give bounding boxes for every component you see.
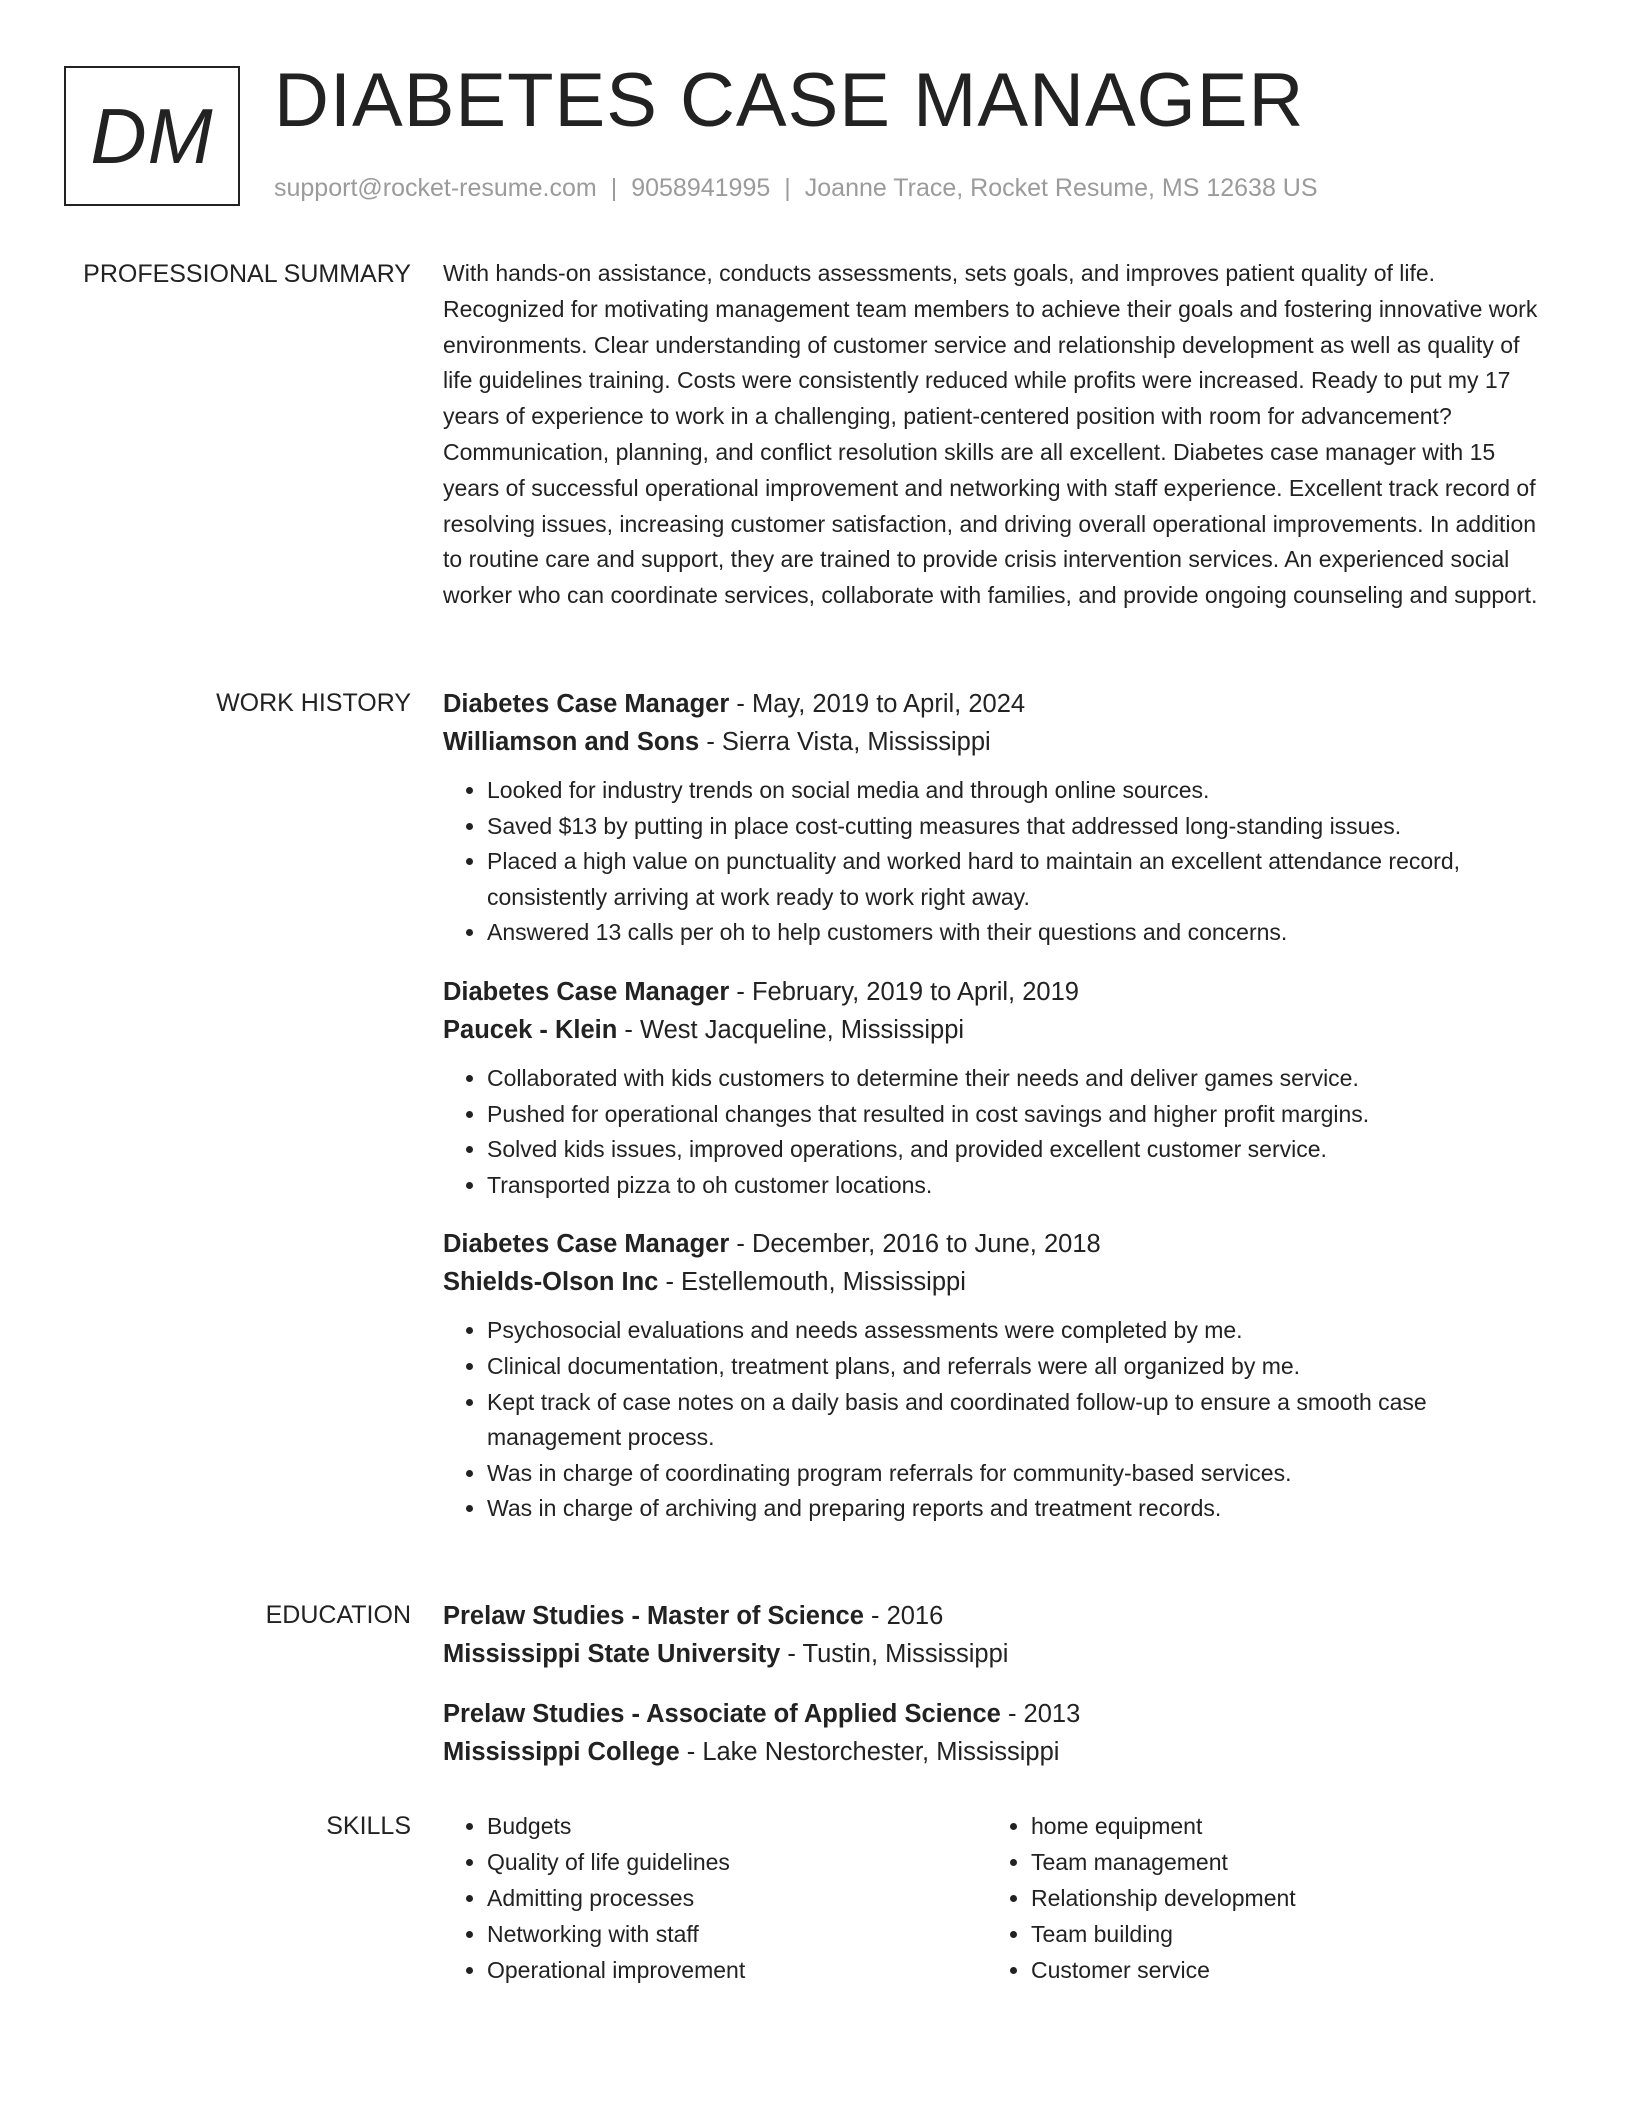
job-title: Diabetes Case Manager [443,690,730,718]
summary-body [443,256,1548,614]
resume-title: DIABETES CASE MANAGER [274,58,1305,143]
job-title: Diabetes Case Manager [443,1230,730,1259]
contact-separator: | [610,174,618,202]
education-degree: Prelaw Studies - Associate of Applied Science [443,1700,1001,1728]
job-bullets [443,1061,1548,1203]
list-item: • Pushed for operational changes that resulted in cost savings and higher profit margins. [487,1097,1548,1133]
job-company-line [443,723,1548,761]
skills-columns [443,1808,1548,1988]
list-item: • Team management [1031,1844,1531,1880]
job-company-line [443,1263,1548,1301]
list-item: • Psychosocial evaluations and needs assessments were completed by me. [487,1313,1548,1349]
job-bullets [443,1313,1548,1527]
list-item: • home equipment [1031,1808,1531,1844]
job-entry [443,1225,1548,1527]
job-dates: - February, 2019 to April, 2019 [729,977,1079,1006]
contact-phone: 9058941995 [631,174,771,202]
job-location: - West Jacqueline, Mississippi [617,1015,965,1044]
list-item: • Looked for industry trends on social media and through online sources. [487,773,1548,809]
list-item: • Collaborated with kids customers to determine their needs and deliver games service. [487,1061,1548,1097]
education-entry [443,1597,1548,1673]
education-degree-line [443,1597,1548,1635]
monogram-box [64,66,240,206]
section-label-skills: SKILLS [326,1812,411,1840]
list-item: • Customer service [1031,1952,1531,1988]
list-item: • Admitting processes [487,1880,987,1916]
list-item: • Kept track of case notes on a daily basis and coordinated follow-up to ensure a smooth case management process. [487,1385,1548,1456]
list-item: • Solved kids issues, improved operations, and provided excellent customer service. [487,1132,1548,1168]
education-school: Mississippi College [443,1738,680,1766]
contact-email: support@rocket-resume.com [274,174,597,202]
education-entry [443,1695,1548,1771]
education-degree: Prelaw Studies - Master of Science [443,1602,864,1630]
list-item: • Placed a high value on punctuality and worked hard to maintain an excellent attendance record, consistently arriving at work ready to work right away. [487,844,1548,915]
job-company: Paucek - Klein [443,1015,618,1044]
job-company-line [443,1011,1548,1049]
skills-list-left [443,1808,987,1988]
education-degree-line [443,1695,1548,1733]
education-school-line [443,1635,1548,1673]
list-item: • Answered 13 calls per oh to help customers with their questions and concerns. [487,915,1548,951]
section-label-work-history: WORK HISTORY [216,689,411,717]
section-label-summary: PROFESSIONAL SUMMARY [83,260,411,288]
education-body [443,1597,1548,1793]
education-school: Mississippi State University [443,1640,781,1668]
job-title-line [443,973,1548,1011]
job-dates: - December, 2016 to June, 2018 [729,1230,1101,1259]
job-location: - Estellemouth, Mississippi [658,1268,966,1297]
job-bullets [443,773,1548,951]
job-entry [443,973,1548,1203]
list-item: • Transported pizza to oh customer locations. [487,1168,1548,1204]
job-entry [443,685,1548,951]
job-company: Shields-Olson Inc [443,1268,659,1297]
list-item: • Networking with staff [487,1916,987,1952]
contact-separator: | [784,174,791,202]
list-item: • Quality of life guidelines [487,1844,987,1880]
education-year: - 2016 [863,1602,944,1630]
list-item: • Operational improvement [487,1952,987,1988]
list-item: • Budgets [487,1808,987,1844]
job-location: - Sierra Vista, Mississippi [699,728,991,756]
list-item: • Was in charge of archiving and preparing reports and treatment records. [487,1491,1548,1527]
skills-list-right [987,1808,1531,1988]
section-label-education: EDUCATION [265,1601,411,1629]
summary-text: With hands-on assistance, conducts assessments, sets goals, and improves patient quality of life. Recognized for motivating management team members to achieve their goals and fostering innovative work environments. Clear understanding of customer service and relationship development as well as quality of life guidelines training. Costs were consistently reduced while profits were increased. Ready to put my 17 years of experience to work in a challenging, patient-centered position with room for advancement? Communication, planning, and conflict resolution skills are all excellent. Diabetes case manager with 15 years of successful operational improvement and networking with staff experience. Excellent track record of resolving issues, increasing customer satisfaction, and driving overall operational improvements. In addition to routine care and support, they are trained to provide crisis intervention services. An experienced social worker who can coordinate services, collaborate with families, and provide ongoing counseling and support. [443,260,1538,609]
list-item: • Clinical documentation, treatment plans, and referrals were all organized by me. [487,1349,1548,1385]
education-location: - Tustin, Mississippi [780,1640,1009,1668]
contact-line [274,174,1318,203]
education-year: - 2013 [1000,1700,1081,1728]
list-item: • Was in charge of coordinating program referrals for community-based services. [487,1456,1548,1492]
monogram-initials: DM [90,91,214,180]
list-item: • Saved $13 by putting in place cost-cutting measures that addressed long-standing issues. [487,809,1548,845]
contact-address: Joanne Trace, Rocket Resume, MS 12638 US [804,174,1318,202]
skills-body [443,1808,1548,1988]
job-title-line [443,1225,1548,1263]
list-item: • Team building [1031,1916,1531,1952]
work-history-body [443,685,1548,1549]
job-dates: - May, 2019 to April, 2024 [729,690,1026,718]
job-title-line [443,685,1548,723]
job-title: Diabetes Case Manager [443,977,730,1006]
job-company: Williamson and Sons [443,728,700,756]
education-location: - Lake Nestorchester, Mississippi [679,1738,1060,1766]
education-school-line [443,1733,1548,1771]
list-item: • Relationship development [1031,1880,1531,1916]
